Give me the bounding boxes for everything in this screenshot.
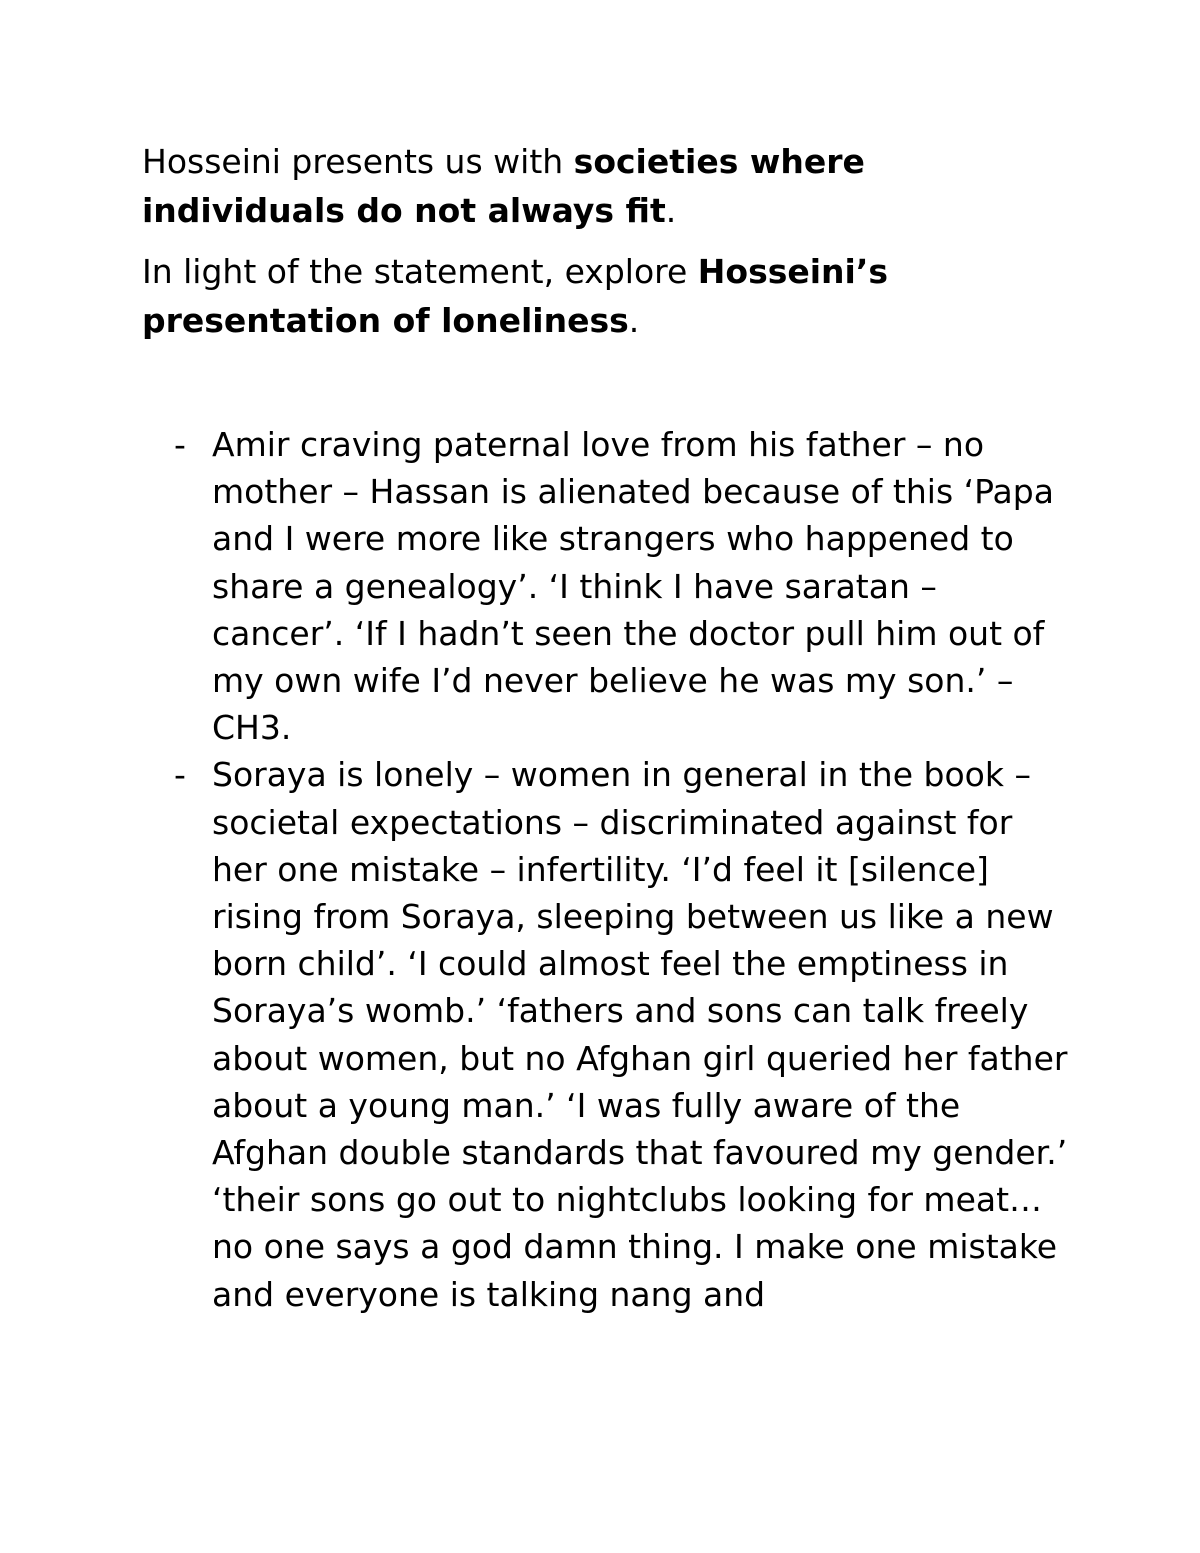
bullet-dash: -	[174, 755, 186, 795]
essay-question-text: In light of the statement, explore	[142, 252, 698, 291]
bullet-item-amir	[142, 421, 1082, 751]
essay-question-bold: Hosseini’s presentation of loneliness	[142, 252, 889, 340]
bullet-item-soraya	[142, 751, 1082, 1317]
intro-statement-text: Hosseini presents us with	[142, 142, 574, 181]
essay-question-end: .	[628, 301, 640, 340]
bullet-dash: -	[174, 425, 186, 464]
bullet-text-amir: Amir craving paternal love from his father – no mother – Hassan is alienated because of this ‘Papa and I were more like strangers who happened to share a genealogy’. ‘I think I have saratan – cancer’. ‘If I hadn’t seen the doctor pull him out of my own wife I’d never believe he was my son.’ – CH3.	[212, 425, 1054, 748]
bullet-list	[142, 421, 1082, 1318]
essay-question	[142, 247, 1042, 345]
bullet-text-soraya: Soraya is lonely – women in general in the book – societal expectations – discriminated against for her one mistake – infertility. ‘I’d feel it [silence] rising from Soraya, sleeping between us like a new born child’. ‘I could almost feel the emptiness in Soraya’s womb.’ ‘fathers and sons can talk freely about women, but no Afghan girl queried her father about a young man.’ ‘I was fully aware of the Afghan double standards that favoured my gender.’ ‘their sons go out to nightclubs looking for meat… no one says a god damn thing. I make one mistake and everyone is talking nang and	[212, 755, 1068, 1314]
intro-statement	[142, 137, 1042, 235]
intro-statement-end: .	[665, 191, 677, 230]
intro-statement-bold: societies where individuals do not always fit	[142, 142, 865, 230]
